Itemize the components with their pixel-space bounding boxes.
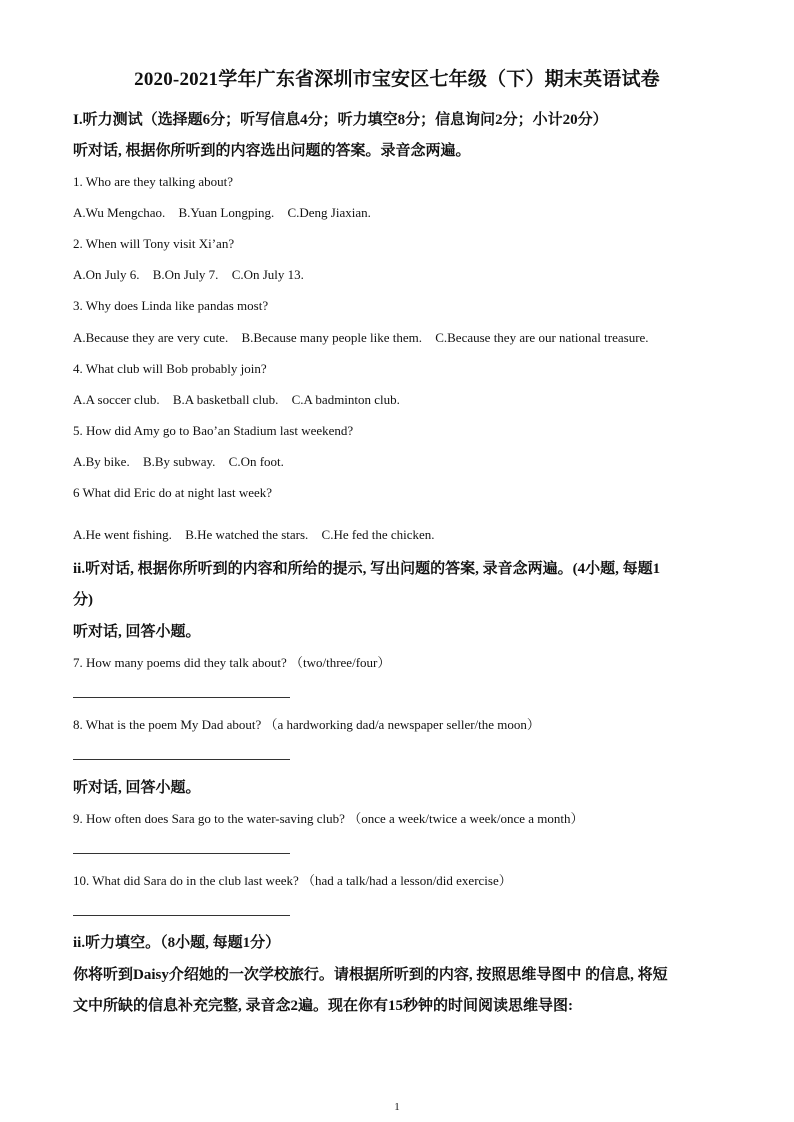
question-1-options [73, 205, 381, 221]
page-number: 1 [394, 1101, 400, 1113]
question-2-options [73, 267, 314, 283]
option-a: A.Wu Mengchao. [73, 205, 166, 220]
exam-title: 2020-2021学年广东省深圳市宝安区七年级（下）期末英语试卷 [134, 69, 660, 90]
question-9: 9. How often does Sara go to the water-saving club? （once a week/twice a week/once a month） [73, 811, 584, 826]
question-3: 3. Why does Linda like pandas most? [73, 298, 269, 313]
option-c: C.He fed the chicken. [321, 527, 435, 542]
section2-sub-instruction-1: 听对话, 回答小题。 [73, 624, 201, 640]
question-8: 8. What is the poem My Dad about? （a hardworking dad/a newspaper seller/the moon） [73, 717, 540, 732]
option-a: A.A soccer club. [73, 392, 160, 407]
section1-heading: I.听力测试（选择题6分；听写信息4分；听力填空8分；信息询问2分；小计20分） [73, 112, 608, 128]
question-2: 2. When will Tony visit Xi’an? [73, 236, 235, 251]
answer-blank-9[interactable] [73, 853, 290, 854]
section2-heading: ii.听对话, 根据你所听到的内容和所给的提示, 写出问题的答案, 录音念两遍。(4小题, 每题1 [73, 561, 661, 577]
answer-blank-7[interactable] [73, 697, 290, 698]
question-3-options [73, 330, 659, 346]
section1-instruction: 听对话, 根据你所听到的内容选出问题的答案。录音念两遍。 [73, 143, 471, 159]
option-b: B.On July 7. [152, 267, 219, 282]
question-1: 1. Who are they talking about? [73, 174, 234, 189]
option-b: B.By subway. [142, 454, 216, 469]
option-c: C.On foot. [228, 454, 284, 469]
section3-instruction-line1: 你将听到Daisy介绍她的一次学校旅行。请根据所听到的内容, 按照思维导图中 的信息, 将短 [73, 967, 668, 983]
question-6-options [73, 527, 445, 543]
section2-sub-instruction-2: 听对话, 回答小题。 [73, 780, 201, 796]
option-c: C.Because they are our national treasure. [435, 330, 649, 345]
question-4: 4. What club will Bob probably join? [73, 361, 267, 376]
option-a: A.He went fishing. [73, 527, 172, 542]
option-b: B.He watched the stars. [185, 527, 309, 542]
question-5-options [73, 454, 294, 470]
section3-heading: ii.听力填空。（8小题, 每题1分） [73, 935, 281, 951]
question-10: 10. What did Sara do in the club last week? （had a talk/had a lesson/did exercise） [73, 873, 512, 888]
option-a: A.On July 6. [73, 267, 140, 282]
section2-heading-cont: 分) [73, 592, 93, 608]
option-c: C.Deng Jiaxian. [287, 205, 371, 220]
option-b: B.Yuan Longping. [178, 205, 275, 220]
option-c: C.A badminton club. [291, 392, 400, 407]
option-a: A.Because they are very cute. [73, 330, 229, 345]
option-c: C.On July 13. [231, 267, 304, 282]
question-4-options [73, 392, 410, 408]
answer-blank-8[interactable] [73, 759, 290, 760]
question-5: 5. How did Amy go to Bao’an Stadium last weekend? [73, 423, 354, 438]
option-b: B.A basketball club. [172, 392, 279, 407]
section3-instruction-line2: 文中所缺的信息补充完整, 录音念2遍。现在你有15秒钟的时间阅读思维导图: [73, 998, 573, 1014]
question-7: 7. How many poems did they talk about? （two/three/four） [73, 655, 391, 670]
option-a: A.By bike. [73, 454, 130, 469]
answer-blank-10[interactable] [73, 915, 290, 916]
option-b: B.Because many people like them. [241, 330, 422, 345]
question-6: 6 What did Eric do at night last week? [73, 485, 273, 500]
